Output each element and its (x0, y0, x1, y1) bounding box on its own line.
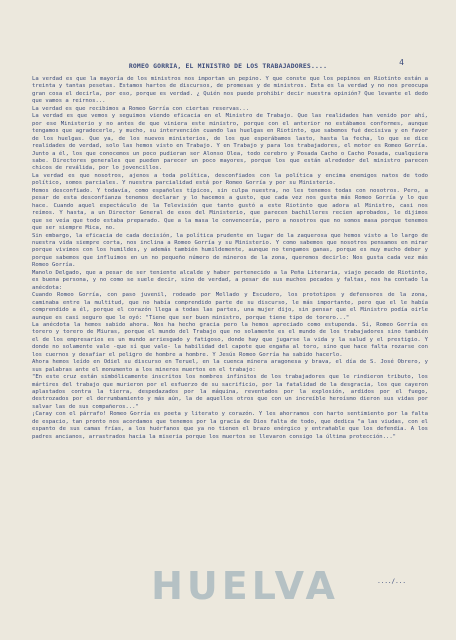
paragraph: "En este cruz están simbólicamente inscritos los nombres infinitos de los trabajadores que le rindieron tributo, los mártires del trabajo que murieron por el esfuerzo de su sacrificio, por la fatalidad de la desgracia, los que cayeron aplastados contra la tierra, despedazados por la máquina, reventados por la explosión, ardidos por el fuego, destrozados por el derrumbamiento y más aún, la de aquellos otros que con un increíble heroísmo dieron sus vidas por salvar las de sus compañeros..." (32, 374, 428, 410)
paragraph: La verdad es que recibimos a Romeo Gorría con ciertas reservas... (32, 105, 250, 112)
paragraph: Hemos desconfiado. Y todavía, como españoles típicos, sin culpa nuestra, no les tenemos todas con nosotros. Pero, a pesar de esta desconfianza tenemos declarar y lo hacemos a gusto, que cada vez nos gusta más Romeo Gorría y lo que hace. Cuando aquel espectáculo de la Televisión que tanto gustó a este Riotinto que adora al Ministro, casi nos reímos. Y hasta, a un Director General de esos del Ministerio, que parecen bachilleres recien aprobados, le dijimos que se veía que todo estaba preparado. Que a la masa le convencería, pero a nosotros que no somos masa porque tenemos que ser siempre Mica, no. (32, 187, 428, 232)
archive-watermark: HUELVA (151, 564, 339, 608)
paragraph: La verdad es que vemos y seguimos viendo eficacia en el Ministro de Trabajo. Que las realidades han venido por ahí, por ese Ministerio y no antes de que viniera este ministro, porque con el anterior no estábamos conformes, aunque tengamos que agradecerle, y mucho, su intervención cuando las huelgas en Riotinto, que sabemos fué decisiva y en favor de los huelgas. Que ya, de los nuevos ministerios, de los que esperábamos lasto, hasta la fecha, lo que se dice realidades de verdad, solo las hemos visto en Trabajo. Y en Trabajo y para los trabajadores, el motor es Romeo Gorría. Junto a él, los que conocemos un poco pudieran ser Alonso Olea, todo cerebro y Posada Cacho o Cacho Posada, cualquiera sabe. Directores generales que pueden parecer un poco mayores, porque los que están alrededor del ministro parecen chicos de reválida, por lo jovencillos. (32, 113, 428, 172)
paragraph: Ahora hemos leído en Odiel su discurso en Teruel, en la cuenca minera aragonesa y brava, el día de S. José Obrero, y sus palabras ante el monumento a los mineros muertos en el trabajo: (32, 359, 428, 373)
paragraph: La anécdota la hemos sabido ahora. Nos ha hecho gracia pero la hemos apreciado como estupenda. Sí, Romeo Gorría es torero y torero de Miuras, porque el mundo del Trabajo que no solamente es el mundo de los trabajadores sino también el de los empresarios es un mundo arriesgado y fatigoso, donde hay que jugarse la vida y la salud y el prestigio. Y donde no solamente vale -que sí que vale- la habilidad del capote que engaña al toro, sino que hace falta rozarse con los cuernos y desafiar el peligro de hombre a hombre. Y Jesús Romeo Gorría ha sabido hacerlo. (32, 321, 428, 358)
paragraph: Sin embargo, la eficacia de cada decisión, la política prudente en lugar de la zaquerosa que hemos visto a lo largo de nuestra vida siempre corta, nos inclina a Romeo Gorría y su Ministerio. Y como sabemos que nosotros pensamos en mirar porque vivimos con los humildes, y además también humildemente, aunque no tengamos ganas, porque es muy mucho deber y porque sabemos que influimos en un no pequeño número de mineros de la zona, queremos decirlo: Nos gusta cada vez más Romeo Gorría. (32, 232, 428, 269)
page-number: 4 (399, 58, 404, 67)
continuation-mark: ..../... (377, 578, 406, 585)
paragraph: Manolo Delgado, que a pesar de ser teniente alcalde y haber pertenecido a la Peña Literaria, viajo pecado de Riotinto, es buena persona, y no como se suele decir, sino de verdad, a pesar de sus muchos pecados y faltas, nos ha contado la anécdota: (32, 269, 428, 291)
document-title: ROMEO GORRIA, EL MINISTRO DE LOS TRABAJADORES.... (128, 62, 328, 70)
paragraph: La verdad es que la mayoría de los ministros nos importan un pepino. Y que conste que los pepinos en Riotinto están a treinta y tantas pesetas. Estamos hartos de discursos, de promesas y de ministros. Esta es la verdad y no nos preocupa gran cosa el decirla, por eso, porque es verdad. ¿ Quién nos puede prohibir decir nuestra opinión? Que levante el dedo que vamos a reirnos... (32, 76, 428, 105)
paragraph: Cuando Romeo Gorría, con paso juvenil, rodeado por Mellado y Escudero, los prototipos y defensores de la zona, caminaba entre la multitud, que no había comprendido parte de su discurso, le más importante, pero que el le había comprendido a él, porque el corazón llega a todas las partes, una mujer dijo, sin pensar que el Ministro podía oirle aunque es casi seguro que le oyó: "Tiene que ser buen ministro, porque tiene tipo de torero..." (32, 292, 428, 321)
paragraph: ¡Caray con el párrafo! Romeo Gorría es poeta y literato y corazón. Y les ahorramos con harto sentimiento por la falta de espacio, tan pronto nos acordamos que tenemos por la gracia de Dios falta de todo, que dedica "a las viudas, con el espanto de sus camas frías, a los huérfanos que ya no tienen el brazo enérgico y entrañable que los defendía. A los padres ancianos, arrastrados hacia la miseria porque los muertos se llevaron consigo la última protección..." (32, 411, 428, 440)
document-body (32, 76, 428, 441)
paragraph: La verdad es que nosotros, ajenos a toda política, desconfiados con la política y encima enemigos natos de todo político, somos parciales. Y nuestra parcialidad está por Romeo Gorría y por su Ministerio. (32, 172, 428, 187)
